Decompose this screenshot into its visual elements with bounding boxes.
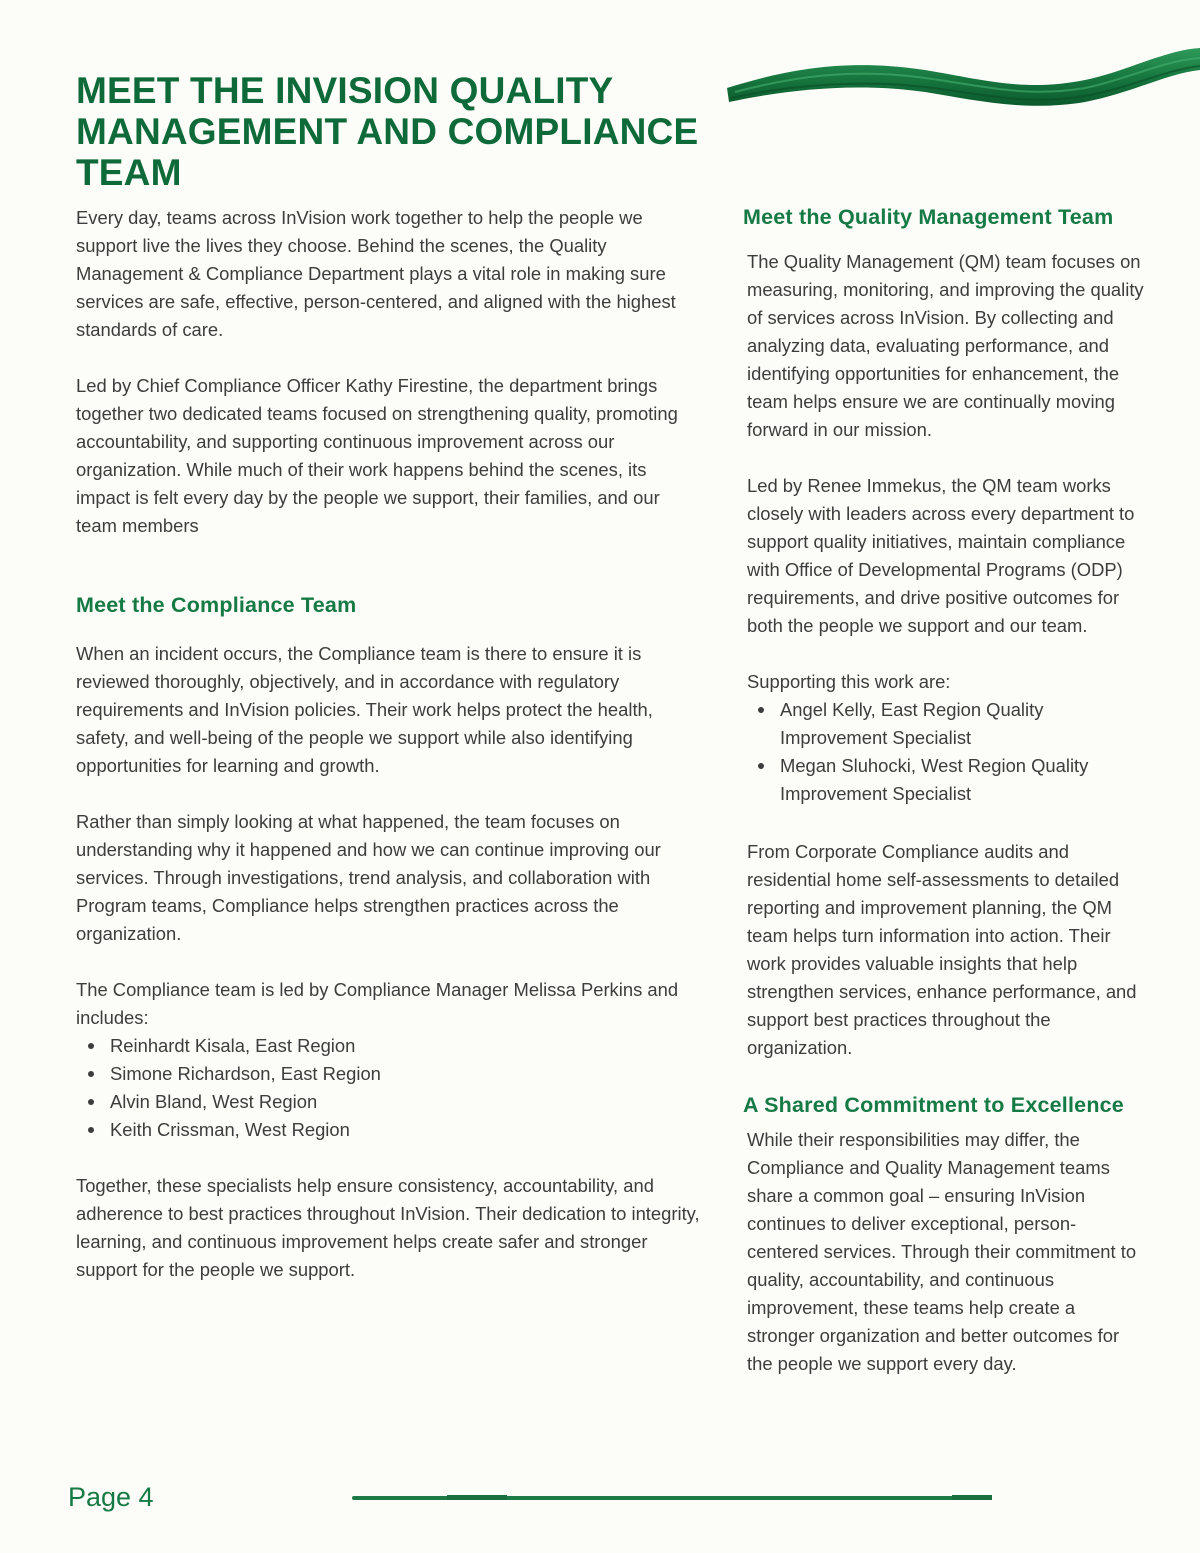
qm-specialists-list: [747, 696, 1147, 808]
compliance-paragraph-3: The Compliance team is led by Compliance Manager Melissa Perkins and includes:: [76, 979, 679, 1028]
qm-paragraph-4: From Corporate Compliance audits and residential home self-assessments to detailed reporting and improvement planning, the QM team helps turn information into action. Their work provides valuable insights that help strengthen services, enhance performance, and support best practices throughout the organization.: [747, 841, 1137, 1058]
list-item: Simone Richardson, East Region: [76, 1060, 701, 1088]
shared-paragraph-1: While their responsibilities may differ, the Compliance and Quality Management teams share a common goal – ensuring InVision continues to deliver exceptional, person-centered services. Through their commitment to quality, accountability, and continuous improvement, these teams help create a stronger organization and better outcomes for the people we support every day.: [747, 1129, 1137, 1374]
qm-paragraph-3: Supporting this work are:: [747, 671, 951, 692]
list-item: Angel Kelly, East Region Quality Improvement Specialist: [747, 696, 1147, 752]
intro-paragraph-2: Led by Chief Compliance Officer Kathy Firestine, the department brings together two dedicated teams focused on strengthening quality, promoting accountability, and supporting continuous improvement across our organization. While much of their work happens behind the scenes, its impact is felt every day by the people we support, their families, and our team members: [76, 375, 678, 536]
qm-paragraph-1: The Quality Management (QM) team focuses on measuring, monitoring, and improving the quality of services across InVision. By collecting and analyzing data, evaluating performance, and identifying opportunities for enhancement, the team helps ensure we are continually moving forward in our mission.: [747, 251, 1144, 440]
intro-paragraph-1: Every day, teams across InVision work together to help the people we support live the lives they choose. Behind the scenes, the Quality Management & Compliance Department plays a vital role in making sure services are safe, effective, person-centered, and aligned with the highest standards of care.: [76, 207, 676, 340]
compliance-members-list: [76, 1032, 701, 1144]
right-column: [743, 202, 1147, 1378]
list-item: Megan Sluhocki, West Region Quality Improvement Specialist: [747, 752, 1147, 808]
compliance-paragraph-2: Rather than simply looking at what happened, the team focuses on understanding why it happened and how we can continue improving our services. Through investigations, trend analysis, and collaboration with Program teams, Compliance helps strengthen practices across the organization.: [76, 811, 661, 944]
compliance-paragraph-4: Together, these specialists help ensure consistency, accountability, and adherence to best practices throughout InVision. Their dedication to integrity, learning, and continuous improvement helps create safer and stronger support for the people we support.: [76, 1175, 700, 1280]
quality-management-heading: Meet the Quality Management Team: [743, 205, 1114, 229]
qm-paragraph-2: Led by Renee Immekus, the QM team works closely with leaders across every department to support quality initiatives, maintain compliance with Office of Developmental Programs (ODP) requirements, and drive positive outcomes for both the people we support and our team.: [747, 475, 1135, 636]
footer-divider: [352, 1496, 992, 1500]
page-number: Page 4: [68, 1482, 154, 1512]
shared-commitment-heading: A Shared Commitment to Excellence: [743, 1093, 1124, 1117]
green-brush-stroke-decoration: [725, 40, 1200, 110]
left-column: [76, 204, 701, 1284]
list-item: Reinhardt Kisala, East Region: [76, 1032, 701, 1060]
list-item: Alvin Bland, West Region: [76, 1088, 701, 1116]
compliance-team-heading: Meet the Compliance Team: [76, 593, 357, 617]
page-title: MEET THE INVISION QUALITY MANAGEMENT AND COMPLIANCE TEAM: [76, 70, 699, 193]
compliance-paragraph-1: When an incident occurs, the Compliance team is there to ensure it is reviewed thoroughly, objectively, and in accordance with regulatory requirements and InVision policies. Their work helps protect the health, safety, and well-being of the people we support while also identifying opportunities for learning and growth.: [76, 643, 653, 776]
list-item: Keith Crissman, West Region: [76, 1116, 701, 1144]
